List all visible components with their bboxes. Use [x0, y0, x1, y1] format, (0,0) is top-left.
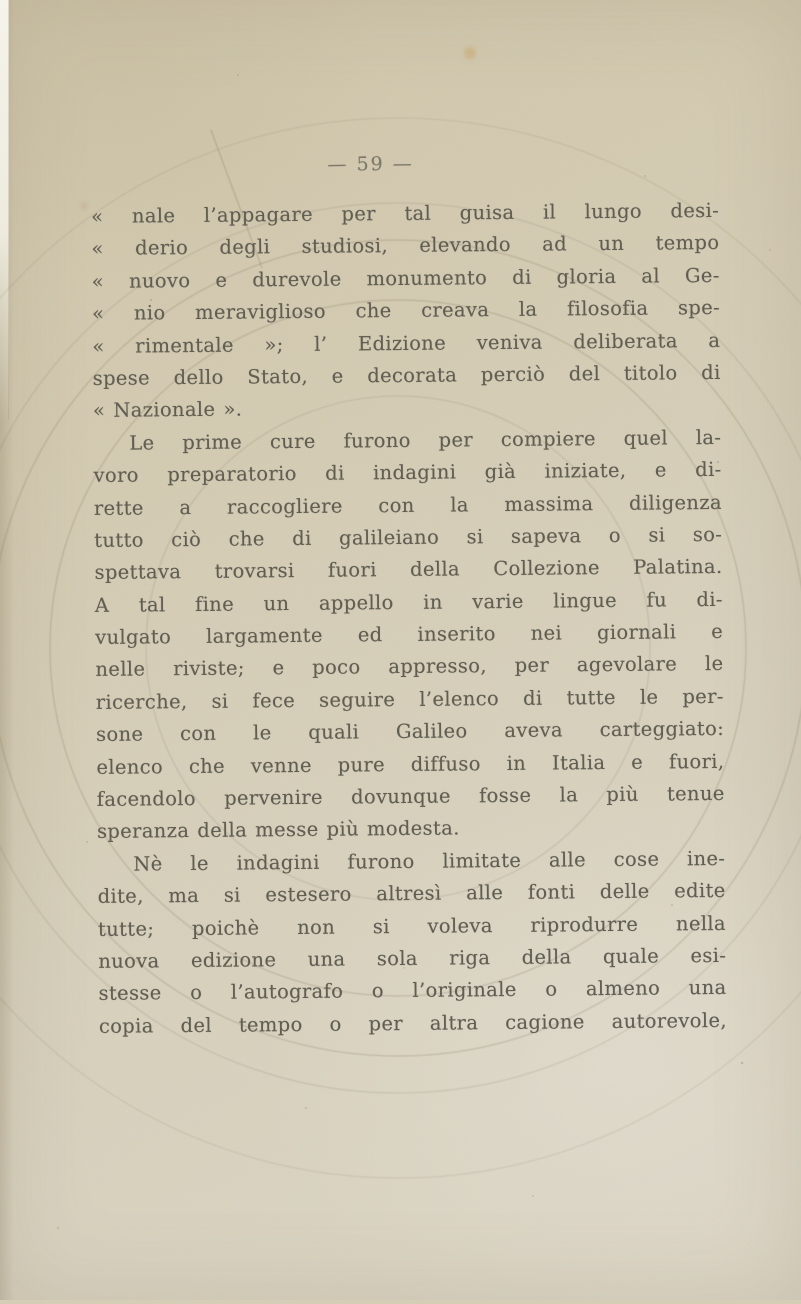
text-line: vulgato largamente ed inserito nei giornali e — [95, 619, 724, 650]
text-line: rette a raccogliere con la massima diligenza — [93, 490, 722, 520]
text-line: ricerche, si fece seguire l’elenco di tutte le per- — [95, 684, 724, 714]
text-line paragraph-start: Nè le indagini furono limitate alle cose ine- — [133, 846, 726, 876]
text-line: A tal fine un appello in varie lingue fu di- — [94, 587, 723, 617]
text-line: « derio degli studiosi, elevando ad un tempo — [91, 231, 720, 261]
text-line: nuova edizione una sola riga della quale esi- — [98, 943, 727, 973]
text-line: « nale l’appagare per tal guisa il lungo desi- — [91, 198, 720, 228]
text-line: dite, ma si estesero altresì alle fonti delle edite — [97, 879, 726, 909]
text-line: « Nazionale ». — [92, 397, 243, 423]
text-line: « rimentale »; l’ Edizione veniva deliberata a — [92, 328, 721, 358]
text-line: sone con le quali Galileo aveva carteggiato: — [95, 717, 725, 747]
text-line: spese dello Stato, e decorata perciò del titolo di — [92, 360, 721, 390]
page-number: — 59 — — [327, 152, 414, 176]
text-line: stesse o l’autografo o l’originale o almeno una — [98, 976, 727, 1006]
text-block — [91, 195, 727, 1043]
text-line: nelle riviste; e poco appresso, per agevolare le — [95, 652, 724, 682]
text-line: facendolo pervenire dovunque fosse la più tenue — [96, 781, 725, 811]
text-line: « nio meraviglioso che creava la filosofia spe- — [91, 296, 721, 326]
text-line: tutte; poichè non si voleva riprodurre nella — [97, 911, 727, 941]
text-line: elenco che venne pure diffuso in Italia e fuori, — [96, 749, 725, 779]
text-line paragraph-start: Le prime cure furono per compiere quel la- — [129, 425, 722, 455]
text-line: speranza della messe più modesta. — [96, 816, 460, 844]
text-line: spettava trovarsi fuori della Collezione Palatina. — [94, 555, 723, 585]
text-line: voro preparatorio di indagini già iniziate, e di- — [93, 458, 722, 488]
text-line: tutto ciò che di galileiano si sapeva o si so- — [94, 522, 723, 552]
text-line: copia del tempo o per altra cagione autorevole, — [98, 1008, 727, 1038]
text-line: « nuovo e durevole monumento di gloria al Ge- — [91, 263, 720, 293]
